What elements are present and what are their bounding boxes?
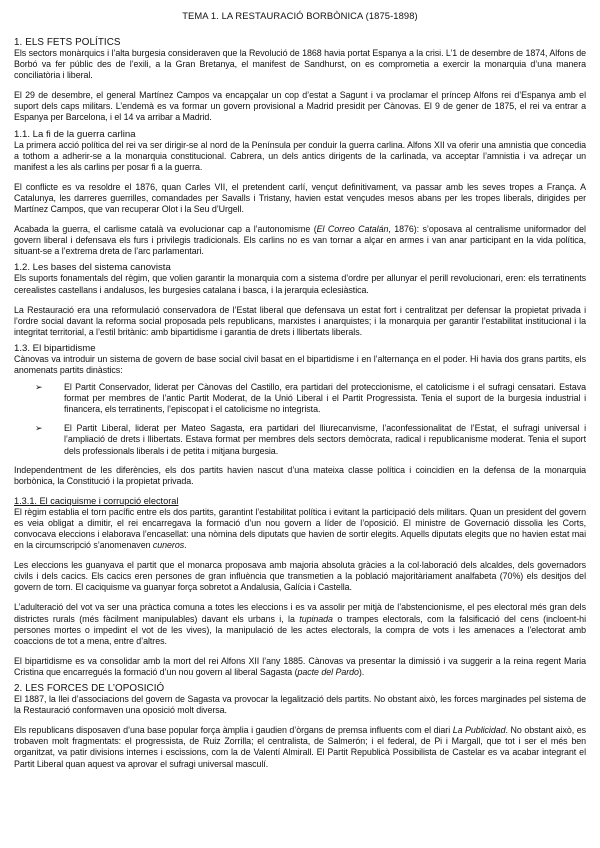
paragraph: El 29 de desembre, el general Martínez Campos va encapçalar un cop d’estat a Sagunt i va proclamar el príncep Alfons rei d’Espanya amb el suport dels caps militars. L’endemà es va formar un govern provisional a Madrid presidit per Cànovas. El 9 de gener de 1875, el rei va entrar a Espanya per Barcelona, i el 14 va arribar a Madrid. [14,90,586,123]
arrow-bullet-icon: ➢ [35,382,43,393]
subsection-guerra-carlina [14,129,586,258]
paragraph: El conflicte es va resoldre el 1876, quan Carles VII, el pretendent carlí, vençut definitivament, va passar amb les seves tropes a França. A Catalunya, les darreres guerrilles, comandades per Savalls i Tristany, havien estat vençudes mesos abans per les tropes liberals, dirigides per Martínez Campos, que van recuperar Olot i la Seu d’Urgell. [14,181,586,215]
list-item [14,382,586,415]
section-heading: 2. LES FORCES DE L’OPOSICIÓ [14,683,165,695]
subsection-heading: 1.3. El bipartidisme [14,342,96,354]
paragraph: Independentment de les diferències, els dos partits havien nascut d’una mateixa classe política i coincidien en la defensa de la monarquia borbònica, la Constitució i la propietat privada. [14,464,586,486]
subsection-caciquisme [14,496,586,678]
paragraph: La Restauració era una reformulació conservadora de l’Estat liberal que defensava un estat fort i centralitzat per defensar la propietat privada i l’ordre social davant la reforma social proposada pels republicans, marxistes i anarquistes; i la monarquia per garantir l’estabilitat institucional i la integritat territorial, a l’estil britànic: amb bipartidisme i garantia de drets i llibertats liberals. [14,304,586,337]
paragraph: Acabada la guerra, el carlisme català va evolucionar cap a l’autonomisme (El Correo Catalán, 1876): s’oposava al centralisme uniformador del govern liberal i defensava els furs i privilegis tradicionals. Els carlins no es van tornar a alçar en armes i van anar participant en la vida política, situant-se a l’extrema dreta de l’arc parlamentari. [14,224,586,257]
paragraph: El bipartidisme es va consolidar amb la mort del rei Alfons XII l’any 1885. Cànovas va presentar la dimissió i va suggerir a la reina regent Maria Cristina que encarregués la formació d’un nou govern al liberal Sagasta (pacte del Pardo). [14,655,586,677]
paragraph: El règim establia el torn pacífic entre els dos partits, garantint l’estabilitat política i evitant la participació dels militars. Quan un president del govern es veia obligat a dimitir, el rei encarregava la formació d’un nou govern a líder de l’oposició. El ministre de Governació dissolia les Corts, convocava eleccions i elaborava l’encasellat: una nòmina dels diputats que havien de sortir elegits. Aquells diputats elegits que no havien estat mai en la circumscripció s’anomenaven cuneros. [14,506,586,551]
subsection-heading: 1.2. Les bases del sistema canovista [14,262,171,274]
subsection-bipartidisme [14,343,586,487]
party-list [14,382,586,457]
paragraph: Els suports fonamentals del règim, que volien garantir la monarquia com a sistema d’ordre per allunyar el perill revolucionari, eren: els terratinents cerealistes castellans i andalusos, les burgesies catalana i basca, i la jerarquia eclesiàstica. [14,273,586,295]
list-item [14,423,586,456]
subsection-heading: 1.1. La fi de la guerra carlina [14,128,136,140]
paragraph: El Partit Liberal, liderat per Mateo Sagasta, era partidari del lliurecanvisme, l’aconfessionalitat de l’Estat, el sufragi universal i l’ampliació de drets i llibertats. Estava format per membres dels sectors demòcrata, radical i republicanisme moderat. Tenia el suport dels professionals liberals i de petita i mitjana burgesia. [64,423,586,456]
paragraph: Els sectors monàrquics i l’alta burgesia consideraven que la Revolució de 1868 havia portat Espanya a la crisi. L’1 de desembre de 1874, Alfons de Borbó va fer públic des de l’exili, a la Gran Bretanya, el manifest de Sandhurst, on es comprometia a exercir la monarquia d’una manera conciliatòria i liberal. [14,48,586,81]
section-forces-oposicio [14,683,586,770]
section-fets-politics [14,37,586,124]
subsection-sistema-canovista [14,262,586,337]
paragraph: Els republicans disposaven d’una base popular força àmplia i gaudien d’òrgans de premsa influents com el diari La Publicidad. No obstant això, es trobaven molt fragmentats: el progressista, de Ruiz Zorrilla; el centralista, de Salmerón; i el federal, de Pi i Margall, que tot i ser el més ben organitzat, va patir divisions internes i escissions, com la de Valentí Almirall. El Partit Republicà Possibilista de Castelar es va acabar integrant el Partit Liberal quan aquest va aprovar el sufragi universal masculí. [14,725,587,769]
subsection-heading: 1.3.1. El caciquisme i corrupció electoral [14,495,179,506]
document-title: TEMA 1. LA RESTAURACIÓ BORBÒNICA (1875-1898) [182,10,418,21]
newspaper-title: La Publicidad [452,725,506,736]
section-heading: 1. ELS FETS POLÍTICS [14,37,121,48]
paragraph: L’adulteració del vot va ser una pràctica comuna a totes les eleccions i es va assolir per mitjà de l’abstencionisme, el pes electoral més gran dels districtes rurals (més fàcilment manipulables) davant els urbans i, la tupinada o trampes electorals, com la falsificació del cens (incloent-hi persones mortes o impedint el vot de les vives), la manipulació de les actes electorals, la compra de vots i les amenaces a l’electorat amb coaccions de tot a mena, entre d’altres. [14,602,586,646]
arrow-bullet-icon: ➢ [35,423,43,434]
paragraph: El Partit Conservador, liderat per Cànovas del Castillo, era partidari del proteccionisme, el catolicisme i el sufragi censatari. Estava format per membres de l’antic Partit Moderat, de la Unió Liberal i el Partit Progressista. Tenia el suport de la burgesia industrial i financera, els terratinents, l’episcopat i el catolicisme no integrista. [64,382,586,415]
newspaper-title: El Correo Catalán [316,224,389,235]
paragraph: Cànovas va introduir un sistema de govern de base social civil basat en el bipartidisme i en l’alternança en el poder. Hi havia dos grans partits, els anomenats partits dinàstics: [14,353,586,375]
paragraph: El 1887, la llei d’associacions del govern de Sagasta va provocar la legalització dels partits. No obstant això, les forces marginades pel sistema de la Restauració conformaven una oposició molt diversa. [14,694,586,716]
paragraph: La primera acció política del rei va ser dirigir-se al nord de la Península per conduir la guerra carlina. Alfons XII va oferir una amnistia que concedia a tothom a adherir-se a la monarquia constitucional. Cabrera, un dels antics dirigents de la carlinada, va acceptar l’amnistia i va adreçar un manifest a les als carlins per posar fi a la guerra. [14,139,586,172]
paragraph: Les eleccions les guanyava el partit que el monarca proposava amb majoria absoluta gràcies a la col·laboració dels alcaldes, dels governadors civils i dels cacics. Els cacics eren persones de gran influència que transmetien a la població majoritàriament analfabeta (70%) els desitjos del govern de torn. El caciquisme va guanyar força sobretot a Andalusia, Galícia i Castella. [14,560,586,593]
